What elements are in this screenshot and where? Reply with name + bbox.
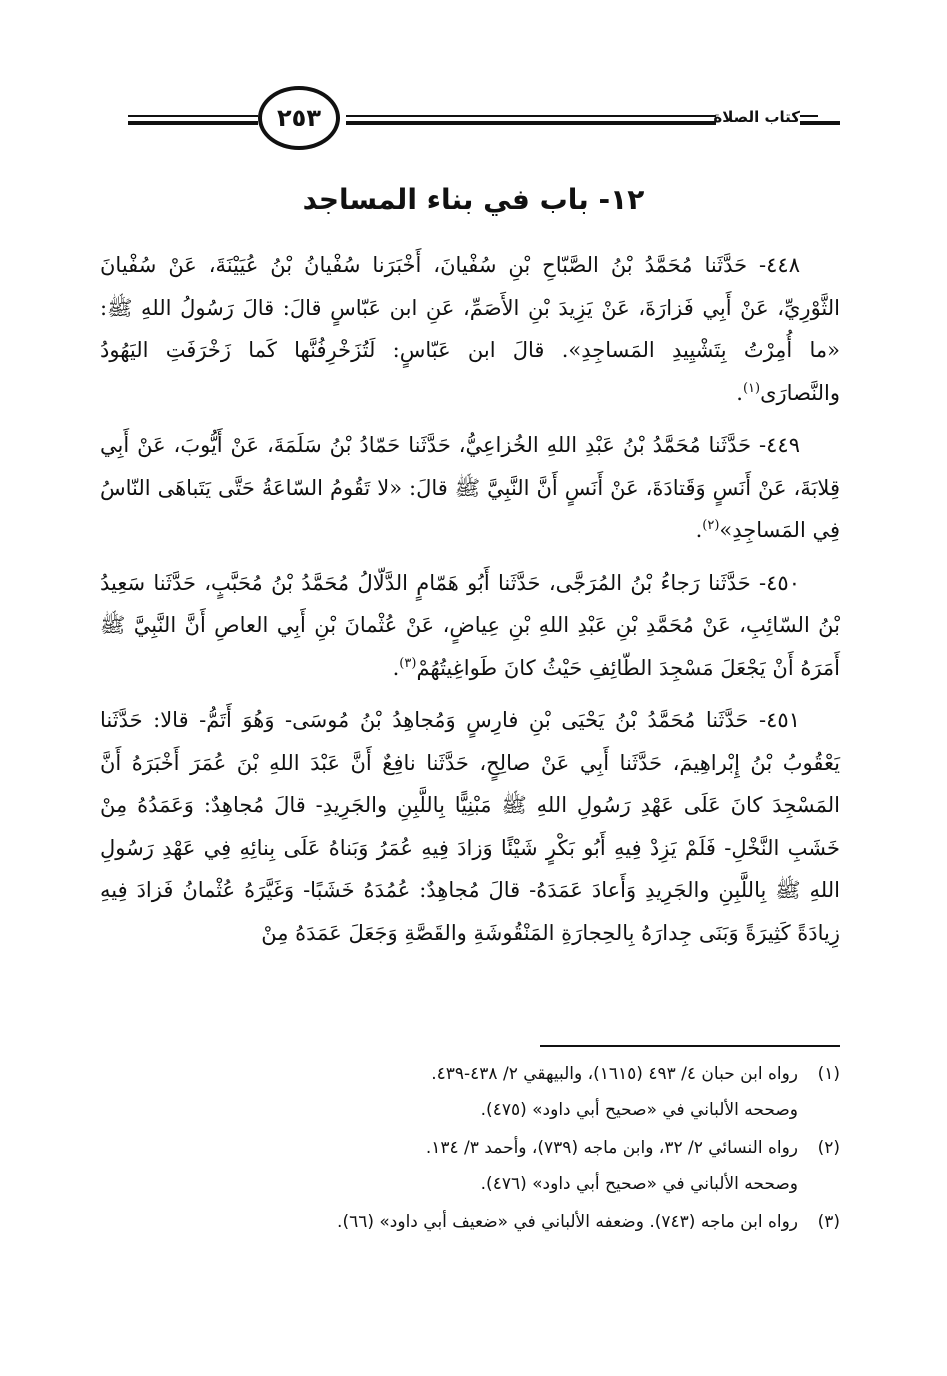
footnote-line: وصححه الألباني في «صحيح أبي داود» (٤٧٥). — [480, 1100, 798, 1120]
footnote-line: وصححه الألباني في «صحيح أبي داود» (٤٧٦). — [480, 1174, 798, 1194]
section-heading: ١٢- باب في بناء المساجد — [302, 183, 645, 216]
footnote-marker: (٣) — [817, 1212, 840, 1232]
hadith-paragraph: ٤٤٨- حَدَّثَنا مُحَمَّدُ بْنُ الصَّبّاحِ بْنِ سُفْيانَ، أَخْبَرَنا سُفْيانُ بْنُ عُيَيْنَةَ، عَنْ سُفْيانَ الثَّوْرِيِّ، عَنْ أَبِي فَزارَةَ، عَنْ يَزِيدَ بْنِ الأَصَمِّ، عَنِ ابن عَبّاسٍ قالَ: قالَ رَسُولُ اللهِ ﷺ: «ما أُمِرْتُ بِتَشْيِيدِ المَساجِدِ». قالَ ابن عَبّاسٍ: لَتُزَخْرِفُنَّها كَما زَخْرَفَتِ اليَهُودُ والنَّصارَى$^{(١)}$. — [100, 253, 840, 405]
hadith-text: حَدَّثَنا مُحَمَّدُ بْنُ الصَّبّاحِ بْنِ سُفْيانَ، أَخْبَرَنا سُفْيانُ بْنُ عُيَيْنَةَ، عَنْ سُفْيانَ الثَّوْرِيِّ، عَنْ أَبِي فَزارَةَ، عَنْ يَزِيدَ بْنِ الأَصَمِّ، عَنِ ابن عَبّاسٍ قالَ: قالَ رَسُولُ اللهِ ﷺ: «ما أُمِرْتُ بِتَشْيِيدِ المَساجِدِ». قالَ ابن عَبّاسٍ: لَتُزَخْرِفُنَّها كَما زَخْرَفَتِ اليَهُودُ والنَّصارَى — [100, 253, 840, 405]
footnote — [100, 1204, 840, 1240]
body-text — [100, 244, 840, 964]
footnote-separator — [540, 1045, 840, 1047]
page-number: ٢٥٣ — [277, 104, 321, 132]
hadith-number: ٤٥١- — [759, 708, 800, 732]
chapter-title: كتاب الصلاة — [713, 108, 800, 126]
footnote-reference: (٢) — [702, 518, 720, 533]
hadith-number: ٤٤٩- — [759, 433, 800, 457]
header-rule — [128, 121, 258, 125]
footnote-reference: (١) — [742, 380, 761, 396]
footnote-line: رواه ابن ماجه (٧٤٣). وضعفه الألباني في «ضعيف أبي داود» (٦٦). — [337, 1212, 798, 1232]
running-header — [120, 78, 840, 158]
footnote-line: رواه النسائي ٢/ ٣٢، وابن ماجه (٧٣٩)، وأحمد ٣/ ١٣٤. — [425, 1138, 798, 1158]
hadith-paragraph: ٤٥٠- حَدَّثَنا رَجاءُ بْنُ المُرَجَّى، حَدَّثَنا أَبُو هَمّامٍ الدَّلّالُ مُحَمَّدُ بْنُ مُحَبَّبٍ، حَدَّثَنا سَعِيدُ بْنُ السّائِبِ، عَنْ مُحَمَّدِ بْنِ عَبْدِ اللهِ بْنِ عِياضٍ، عَنْ عُثْمانَ بْنِ أَبِي العاصِ أَنَّ النَّبِيَّ ﷺ أَمَرَهُ أَنْ يَجْعَلَ مَسْجِدَ الطّائِفِ حَيْثُ كانَ طَواغِيتُهُمْ$^{(٣)}$. — [100, 570, 840, 680]
hadith-number: ٤٤٨- — [759, 253, 800, 277]
hadith-text: حَدَّثَنا مُحَمَّدُ بْنُ يَحْيَى بْنِ فارِسٍ وَمُجاهِدُ بْنُ مُوسَى- وَهُوَ أَتَمُّ- قالا: حَدَّثَنا يَعْقُوبُ بْنُ إِبْراهِيمَ، حَدَّثَنا أَبِي عَنْ صالِحٍ، حَدَّثَنا نافِعٌ أَنَّ عَبْدَ اللهِ بْنَ عُمَرَ أَخْبَرَهُ أَنَّ المَسْجِدَ كانَ عَلَى عَهْدِ رَسُولِ اللهِ ﷺ مَبْنِيًّا بِاللَّبِنِ والجَرِيدِ- قالَ مُجاهِدٌ: وَعَمَدُهُ مِنْ خَشَبِ النَّخْلِ- فَلَمْ يَزِدْ فِيهِ أَبُو بَكْرٍ شَيْئًا وَزادَ فِيهِ عُمَرُ وَبَناهُ عَلَى بِنائِهِ فِي عَهْدِ رَسُولِ اللهِ ﷺ بِاللَّبِنِ والجَرِيدِ وَأَعادَ عَمَدَهُ- قالَ مُجاهِدٌ: عُمُدَهُ خَشَبًا- وَغَيَّرَهُ عُثْمانُ فَزادَ فِيهِ زِيادَةً كَثِيرَةً وَبَنَى جِدارَهُ بِالحِجارَةِ المَنْقُوشَةِ والقَصَّةِ وَجَعَلَ عَمَدَهُ مِنْ — [100, 708, 840, 945]
footnote-line: رواه ابن حبان ٤/ ٤٩٣ (١٦١٥)، والبيهقي ٢/ ٤٣٨-٤٣٩. — [431, 1064, 798, 1084]
hadith-paragraph: ٤٤٩- حَدَّثَنا مُحَمَّدُ بْنُ عَبْدِ اللهِ الخُزاعِيُّ، حَدَّثَنا حَمّادُ بْنُ سَلَمَةَ، عَنْ أَيُّوبَ، عَنْ أَبِي قِلابَةَ، عَنْ أَنَسٍ وَقَتادَةَ، عَنْ أَنَسٍ أَنَّ النَّبِيَّ ﷺ قالَ: «لا تَقُومُ السّاعَةُ حَتَّى يَتَباهَى النّاسُ فِي المَساجِدِ»$^{(٢)}$. — [100, 433, 840, 542]
hadith-number: ٤٥٠- — [759, 570, 800, 595]
footnote-marker: (١) — [817, 1064, 840, 1084]
header-rule — [346, 121, 716, 125]
footnote-reference: (٣) — [399, 655, 417, 671]
footnote — [100, 1130, 840, 1202]
footnote-marker: (٢) — [817, 1138, 840, 1158]
header-rule — [128, 115, 258, 117]
header-rule — [800, 121, 840, 125]
footnotes — [100, 1056, 840, 1242]
hadith-text: حَدَّثَنا رَجاءُ بْنُ المُرَجَّى، حَدَّثَنا أَبُو هَمّامٍ الدَّلّالُ مُحَمَّدُ بْنُ مُحَبَّبٍ، حَدَّثَنا سَعِيدُ بْنُ السّائِبِ، عَنْ مُحَمَّدِ بْنِ عَبْدِ اللهِ بْنِ عِياضٍ، عَنْ عُثْمانَ بْنِ أَبِي العاصِ أَنَّ النَّبِيَّ ﷺ أَمَرَهُ أَنْ يَجْعَلَ مَسْجِدَ الطّائِفِ حَيْثُ كانَ طَواغِيتُهُمْ — [100, 570, 840, 680]
footnote — [100, 1056, 840, 1128]
page-number-badge — [258, 86, 340, 150]
hadith-paragraph — [100, 699, 840, 954]
hadith-text: حَدَّثَنا مُحَمَّدُ بْنُ عَبْدِ اللهِ الخُزاعِيُّ، حَدَّثَنا حَمّادُ بْنُ سَلَمَةَ، عَنْ أَيُّوبَ، عَنْ أَبِي قِلابَةَ، عَنْ أَنَسٍ وَقَتادَةَ، عَنْ أَنَسٍ أَنَّ النَّبِيَّ ﷺ قالَ: «لا تَقُومُ السّاعَةُ حَتَّى يَتَباهَى النّاسُ فِي المَساجِدِ» — [100, 433, 840, 542]
